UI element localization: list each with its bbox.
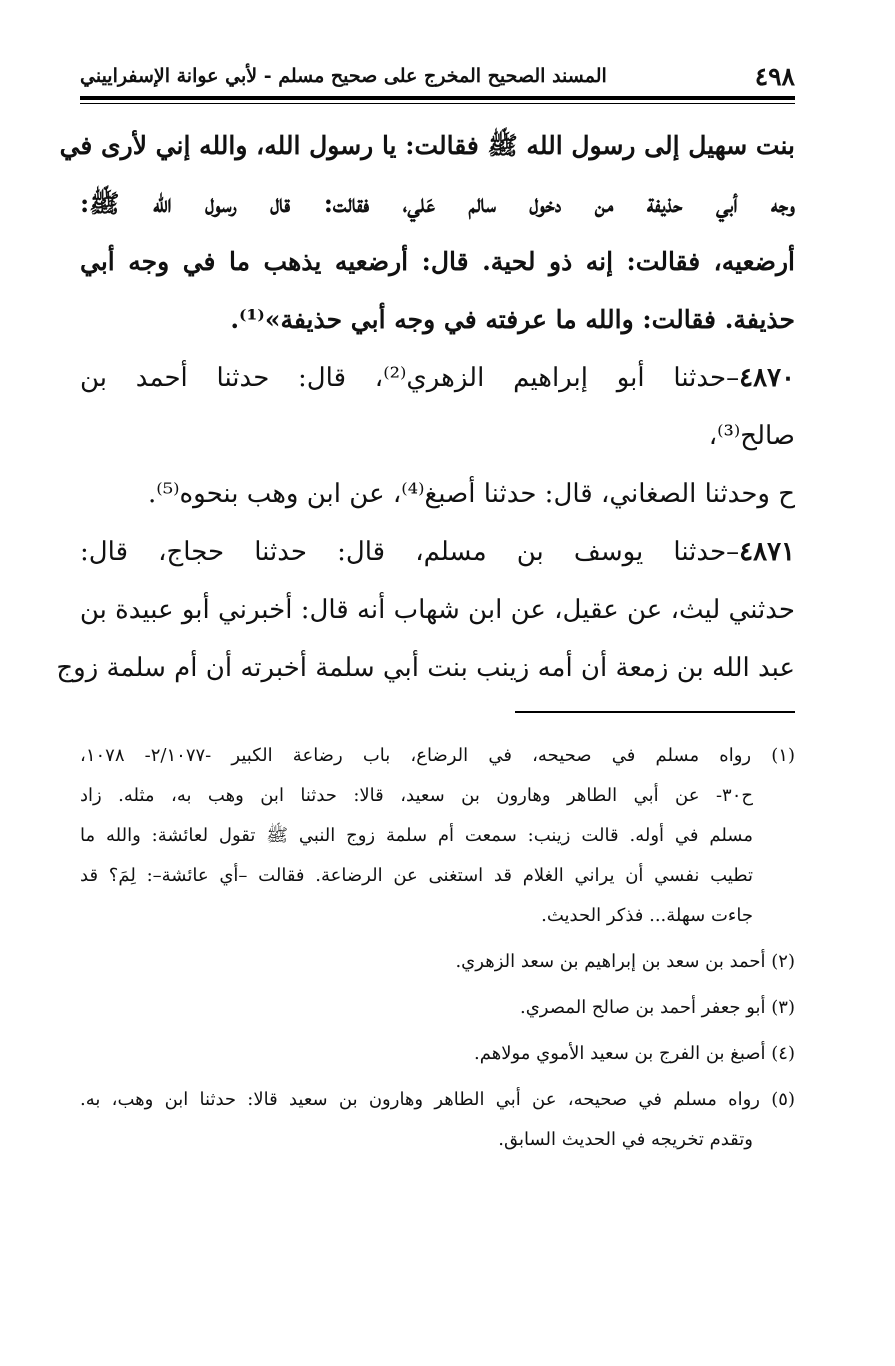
footnotes (80, 738, 795, 1162)
footnote-1-line: (١) رواه مسلم في صحيحه، في الرضاع، باب رضاعة الكبير -٢/١٠٧٧- ١٠٧٨، (80, 745, 795, 766)
hadith-text: –حدثنا أبو إبراهيم الزهري⁽²⁾، قال: حدثنا أحمد بن (80, 363, 740, 393)
text-line: صالح⁽³⁾، (708, 421, 795, 451)
text-line: عبد الله بن زمعة أن أمه زينب بنت أبي سلمة أخبرته أن أم سلمة زوج (56, 653, 795, 683)
running-header (80, 58, 795, 94)
footnote-1-line: مسلم في أوله. قالت زينب: سمعت أم سلمة زوج النبي ﷺ تقول لعائشة: والله ما (80, 825, 753, 846)
footnote-5-line: (٥) رواه مسلم في صحيحه، عن أبي الطاهر وهارون بن سعيد قالا: حدثنا ابن وهب، به. (80, 1089, 795, 1110)
header-rule-thick (80, 96, 795, 100)
hadith-number: ٤٨٧١ (739, 537, 795, 567)
main-text (56, 122, 795, 702)
footnote-1-line: ح٣٠- عن أبي الطاهر وهارون بن سعيد، قالا: حدثنا ابن وهب به، مثله. زاد (80, 785, 753, 806)
hadith-4870-line (80, 354, 795, 412)
hadith-text: –حدثنا يوسف بن مسلم، قال: حدثنا حجاج، قال: (80, 537, 740, 567)
hadith-number: ٤٨٧٠ (739, 363, 795, 393)
footnote-1-line: جاءت سهلة... فذكر الحديث. (541, 905, 753, 926)
text-line: وجه أبي حذيفة من دخول سالم عَلي، فقالت: قال رسول الله ﷺ: (80, 189, 795, 218)
hadith-4871-line (80, 528, 795, 586)
footnote-1-line: تطيب نفسي أن يراني الغلام قد استغنى عن الرضاعة. فقالت –أي عائشة–: لِمَ؟ قد (80, 865, 753, 886)
text-line: حدثني ليث، عن عقيل، عن ابن شهاب أنه قال: أخبرني أبو عبيدة بن (79, 595, 795, 625)
header-title: المسند الصحيح المخرج على صحيح مسلم - لأبي عوانة الإسفراييني (80, 65, 607, 87)
text-line: ح وحدثنا الصغاني، قال: حدثنا أصبغ⁽⁴⁾، عن ابن وهب بنحوه⁽⁵⁾. (148, 479, 795, 509)
text-line: حذيفة. فقالت: والله ما عرفته في وجه أبي حذيفة»⁽¹⁾. (230, 305, 795, 334)
footnote-separator (515, 711, 795, 713)
text-line: بنت سهيل إلى رسول الله ﷺ فقالت: يا رسول الله، والله إني لأرى في (59, 131, 795, 160)
header-rule-thin (80, 103, 795, 104)
footnote-3: (٣) أبو جعفر أحمد بن صالح المصري. (519, 997, 795, 1018)
footnote-2: (٢) أحمد بن سعد بن إبراهيم بن سعد الزهري. (455, 951, 795, 972)
footnote-4: (٤) أصبغ بن الفرج بن سعيد الأموي مولاهم. (474, 1043, 795, 1064)
text-line: أرضعيه، فقالت: إنه ذو لحية. قال: أرضعيه يذهب ما في وجه أبي (80, 247, 795, 276)
footnote-5-line: وتقدم تخريجه في الحديث السابق. (498, 1129, 753, 1150)
page-number: ٤٩٨ (754, 61, 795, 91)
